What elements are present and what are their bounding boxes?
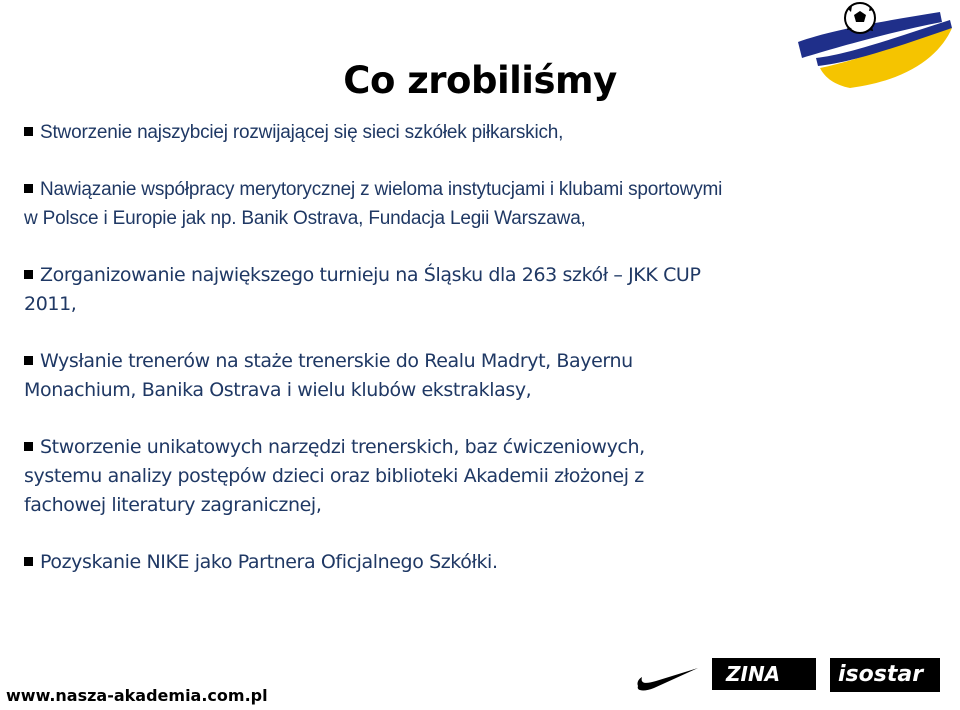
website-url[interactable]: www.nasza-akademia.com.pl: [6, 686, 268, 705]
bullet-text: Stworzenie najszybciej rozwijającej się sieci szkółek piłkarskich,: [40, 122, 564, 143]
football-icon: [845, 3, 875, 33]
isostar-logo: [830, 658, 940, 692]
bullet-item: [24, 433, 724, 520]
bullet-text: Zorganizowanie największego turnieju na Śląsku dla 263 szkół – JKK CUP 2011,: [24, 264, 701, 315]
bullet-text: Nawiązanie współpracy merytorycznej z wieloma instytucjami i klubami sportowymi w Polsce i Europie jak np. Banik Ostrava, Fundacja Legii Warszawa,: [24, 179, 723, 229]
bullet-item: [24, 347, 724, 405]
zina-logo-text: ZINA: [726, 662, 781, 686]
bullet-text: Pozyskanie NIKE jako Partnera Oficjalnego Szkółki.: [40, 551, 498, 573]
nike-swoosh-logo: [636, 664, 700, 692]
isostar-logo-text: isostar: [838, 662, 924, 687]
bullet-list: [24, 118, 724, 605]
bullet-text: Wysłanie trenerów na staże trenerskie do Realu Madryt, Bayernu Monachium, Banika Ostrava i wielu klubów ekstraklasy,: [24, 350, 633, 401]
bullet-item: [24, 261, 724, 319]
square-bullet-icon: [24, 127, 33, 136]
square-bullet-icon: [24, 557, 33, 566]
bullet-item: [24, 175, 724, 233]
bullet-item: [24, 548, 724, 577]
square-bullet-icon: [24, 184, 33, 193]
slide-title: Co zrobiliśmy: [343, 58, 617, 102]
square-bullet-icon: [24, 442, 33, 451]
zina-logo: [712, 658, 816, 690]
bullet-text: Stworzenie unikatowych narzędzi trenerskich, baz ćwiczeniowych, systemu analizy postępów dzieci oraz biblioteki Akademii złożonej z fachowej literatury zagranicznej,: [24, 436, 645, 516]
square-bullet-icon: [24, 270, 33, 279]
bullet-item: [24, 118, 724, 147]
square-bullet-icon: [24, 356, 33, 365]
